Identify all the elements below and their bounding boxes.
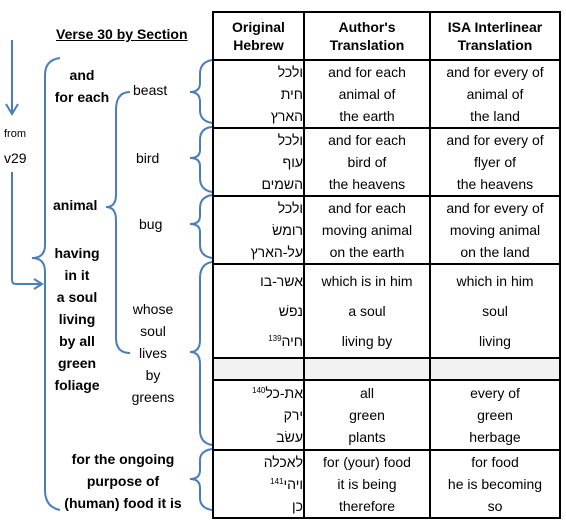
hebrew-cell: ולכל חית הארץ — [213, 60, 304, 128]
having-line: foliage — [54, 377, 100, 393]
header-isa: ISA Interlinear Translation — [430, 12, 560, 60]
for-each-text: for each — [54, 89, 110, 105]
author-cell: and for each animal of the earth — [304, 60, 430, 128]
footnote-marker: 139 — [268, 334, 282, 343]
having-line: living — [58, 311, 96, 327]
isa-cell: every of green herbage — [430, 380, 560, 450]
isa-cell: for food he is becoming so — [430, 450, 560, 518]
header-author: Author's Translation — [304, 12, 430, 60]
bird-label: bird — [136, 150, 160, 166]
table-row — [213, 380, 560, 450]
isa-cell: which in him soul living — [430, 264, 560, 358]
from-label: from — [4, 128, 26, 140]
purpose-line: for the ongoing — [71, 451, 175, 467]
footnote-marker: 140 — [252, 386, 266, 395]
having-line: by all — [59, 333, 95, 349]
author-cell: all green plants — [304, 380, 430, 450]
author-cell: and for each moving animal on the earth — [304, 196, 430, 264]
verse-reference: v29 — [4, 150, 27, 166]
isa-cell: and for every of flyer of the heavens — [430, 128, 560, 196]
isa-cell: and for every of animal of the land — [430, 60, 560, 128]
spacer-row — [213, 358, 560, 380]
having-label — [44, 242, 110, 396]
header-hebrew: Original Hebrew — [213, 12, 304, 60]
purpose-line: purpose of — [86, 473, 160, 489]
hebrew-cell: אשר-בו נפשׁ חיה$^{139}$ — [213, 264, 304, 358]
isa-cell: and for every of moving animal on the land — [430, 196, 560, 264]
and-for-each-label — [44, 64, 120, 108]
table-row — [213, 264, 560, 358]
beast-label: beast — [133, 82, 168, 98]
animal-label: animal — [53, 197, 98, 213]
whose-line: soul — [140, 323, 166, 339]
author-cell: for (your) food it is being therefore — [304, 450, 430, 518]
table-row — [213, 450, 560, 518]
author-cell: and for each bird of the heavens — [304, 128, 430, 196]
whose-label — [122, 298, 184, 408]
hebrew-cell: את-כל$^{140}$ ירק עשׂב — [213, 380, 304, 450]
hebrew-cell: ולכל עוף השמים — [213, 128, 304, 196]
bug-brace — [190, 195, 212, 258]
table-row — [213, 196, 560, 264]
right-arrow-icon — [12, 172, 40, 284]
having-line: having — [54, 245, 100, 261]
table-row — [213, 128, 560, 196]
whose-brace — [190, 262, 212, 445]
whose-line: lives — [138, 345, 167, 361]
footnote-marker: 141 — [270, 477, 284, 486]
beast-brace — [190, 60, 212, 123]
hebrew-cell: ולכל רומשׂ על-הארץ — [213, 196, 304, 264]
bird-brace — [190, 127, 212, 192]
having-line: a soul — [56, 289, 98, 305]
whose-line: whose — [132, 301, 174, 317]
purpose-line: (human) food it is — [64, 495, 182, 511]
header-row — [213, 12, 560, 60]
page-title: Verse 30 by Section — [56, 26, 188, 42]
whose-line: by — [145, 367, 161, 383]
author-cell: which is in him a soul living by — [304, 264, 430, 358]
bug-label: bug — [139, 216, 163, 232]
translation-table — [212, 11, 561, 519]
and-text: and — [69, 67, 95, 83]
having-line: in it — [64, 267, 90, 283]
table-row — [213, 60, 560, 128]
purpose-label — [52, 448, 194, 514]
having-line: green — [57, 355, 97, 371]
hebrew-cell: לאכלה ויהי$^{141}$ כן — [213, 450, 304, 518]
whose-line: greens — [131, 389, 175, 405]
